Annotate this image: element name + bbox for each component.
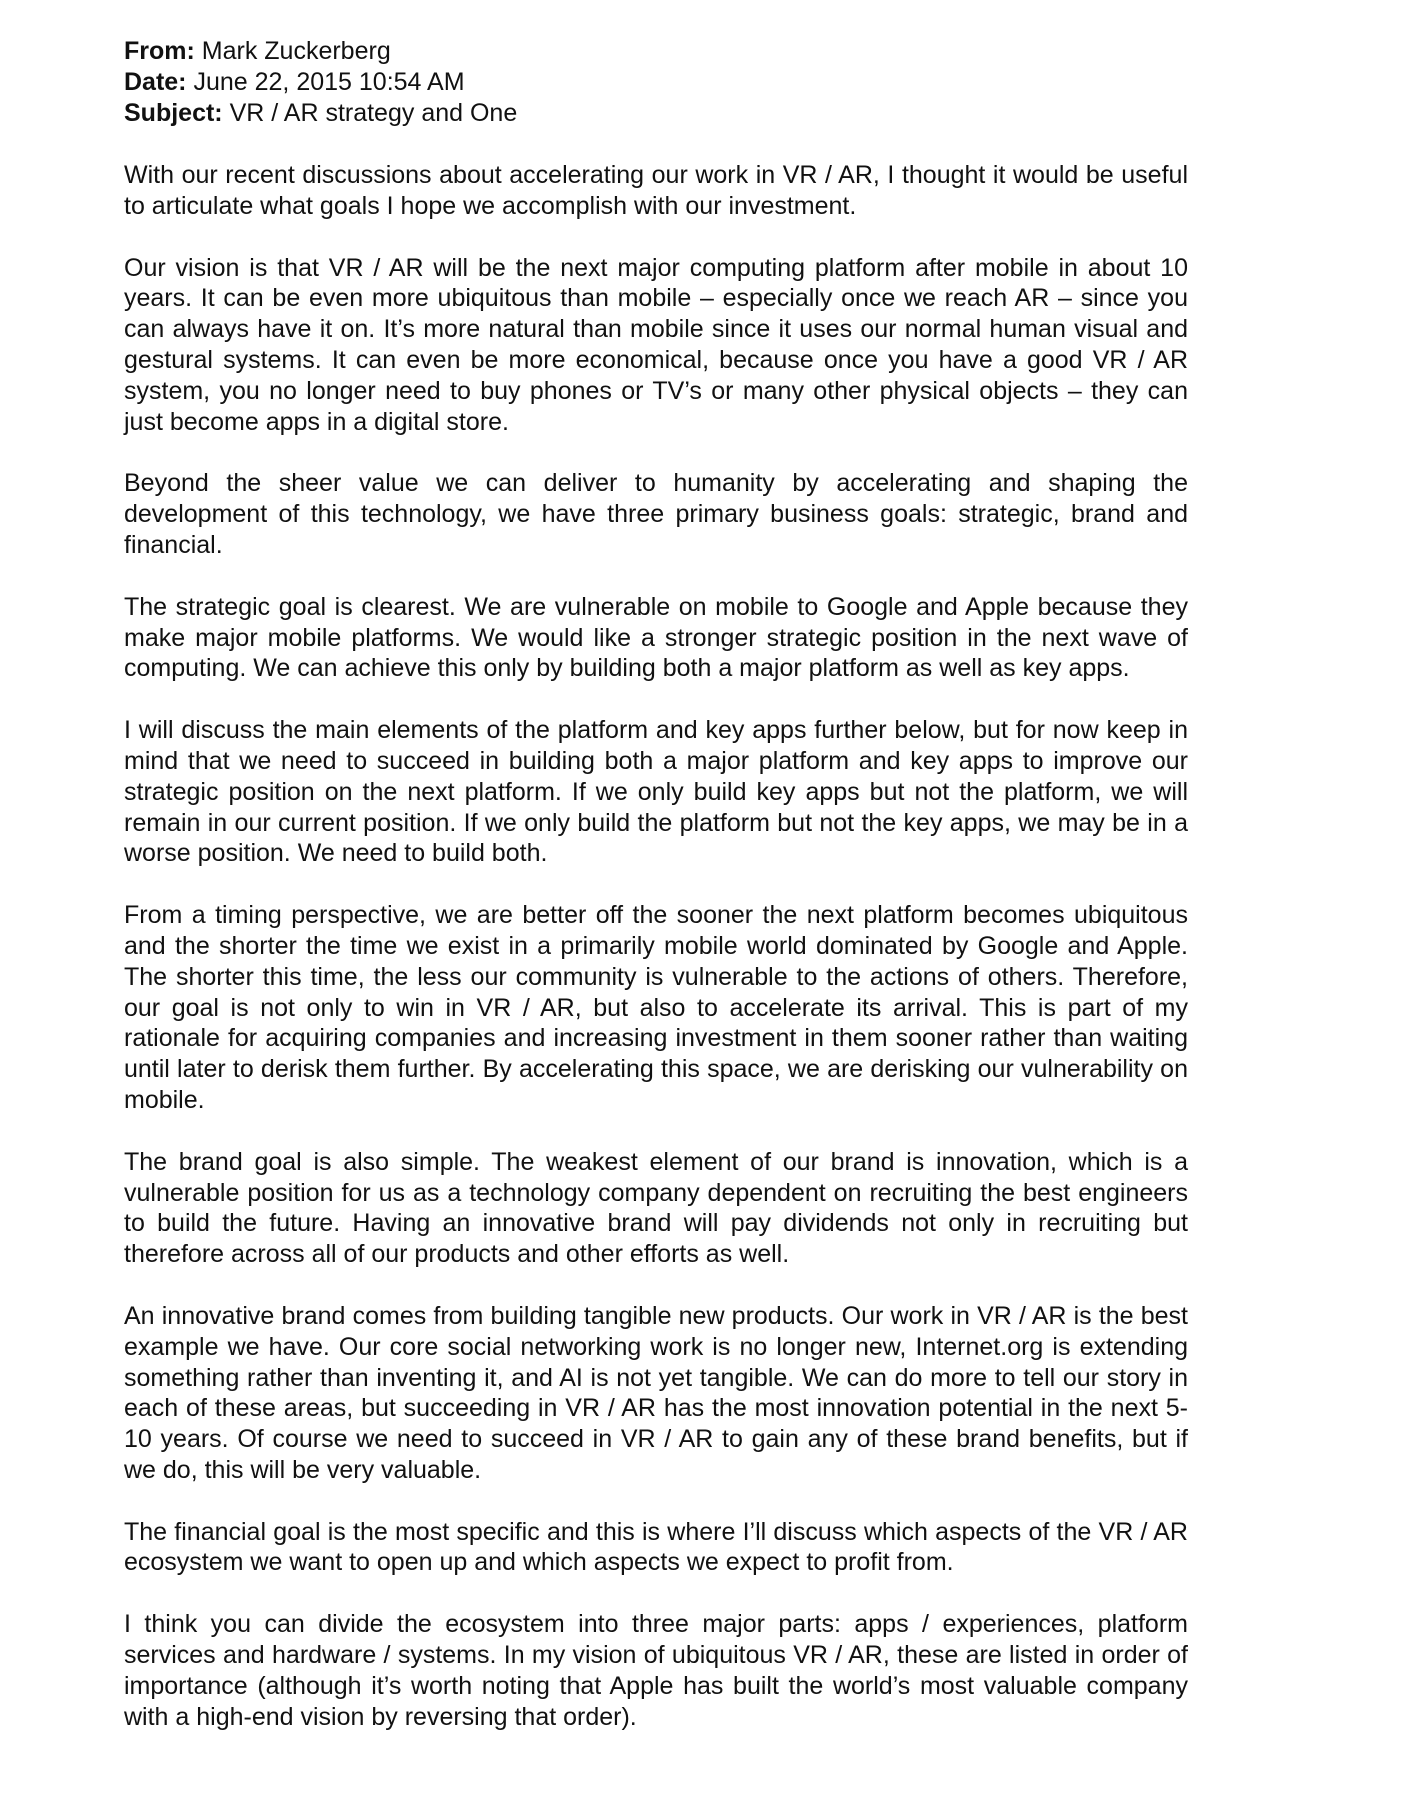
from-value: Mark Zuckerberg [201, 37, 391, 65]
paragraph-1: With our recent discussions about accelerating our work in VR / AR, I thought it would be useful to articulate what goals I hope we accomplish with our investment. [124, 161, 1188, 220]
paragraph-3: Beyond the sheer value we can deliver to humanity by accelerating and shaping the development of this technology, we have three primary business goals: strategic, brand and financial. [124, 469, 1188, 559]
paragraph-10: I think you can divide the ecosystem into three major parts: apps / experiences, platform services and hardware / systems. In my vision of ubiquitous VR / AR, these are listed in order of importance (although it’s worth noting that Apple has built the world’s most valuable company with a high-end vision by reversing that order). [124, 1610, 1188, 1731]
date-line [124, 67, 1188, 98]
email-header [124, 36, 1188, 129]
paragraph-5: I will discuss the main elements of the platform and key apps further below, but for now keep in mind that we need to succeed in building both a major platform and key apps to improve our strategic position on the next platform. If we only build key apps but not the platform, we will remain in our current position. If we only build the platform but not the key apps, we may be in a worse position. We need to build both. [124, 716, 1188, 868]
from-label: From: [124, 37, 195, 65]
email-document [124, 36, 1188, 1732]
paragraph-9: The financial goal is the most specific and this is where I’ll discuss which aspects of the VR / AR ecosystem we want to open up and which aspects we expect to profit from. [124, 1517, 1188, 1577]
email-body [124, 160, 1188, 1732]
subject-line [124, 98, 1188, 129]
subject-value: VR / AR strategy and One [229, 99, 518, 127]
subject-label: Subject: [124, 99, 223, 127]
paragraph-2: Our vision is that VR / AR will be the next major computing platform after mobile in about 10 years. It can be even more ubiquitous than mobile – especially once we reach AR – since you can always have it on. It’s more natural than mobile since it uses our normal human visual and gestural systems. It can even be more economical, because once you have a good VR / AR system, you no longer need to buy phones or TV’s or many other physical objects – they can just become apps in a digital store. [124, 253, 1188, 436]
paragraph-6: From a timing perspective, we are better off the sooner the next platform becomes ubiquitous and the shorter the time we exist in a primarily mobile world dominated by Google and Apple. The shorter this time, the less our community is vulnerable to the actions of others. Therefore, our goal is not only to win in VR / AR, but also to accelerate its arrival. This is part of my rationale for acquiring companies and increasing investment in them sooner rather than waiting until later to derisk them further. By accelerating this space, we are derisking our vulnerability on mobile. [124, 901, 1188, 1114]
paragraph-4: The strategic goal is clearest. We are vulnerable on mobile to Google and Apple because they make major mobile platforms. We would like a stronger strategic position in the next wave of computing. We can achieve this only by building both a major platform as well as key apps. [124, 592, 1188, 683]
date-label: Date: [124, 68, 187, 96]
date-value: June 22, 2015 10:54 AM [193, 68, 465, 96]
paragraph-7: The brand goal is also simple. The weakest element of our brand is innovation, which is a vulnerable position for us as a technology company dependent on recruiting the best engineers to build the future. Having an innovative brand will pay dividends not only in recruiting but therefore across all of our products and other efforts as well. [124, 1147, 1188, 1269]
paragraph-8: An innovative brand comes from building tangible new products. Our work in VR / AR is the best example we have. Our core social networking work is no longer new, Internet.org is extending something rather than inventing it, and AI is not yet tangible. We can do more to tell our story in each of these areas, but succeeding in VR / AR has the most innovation potential in the next 5-10 years. Of course we need to succeed in VR / AR to gain any of these brand benefits, but if we do, this will be very valuable. [124, 1301, 1188, 1484]
from-line [124, 36, 1188, 67]
